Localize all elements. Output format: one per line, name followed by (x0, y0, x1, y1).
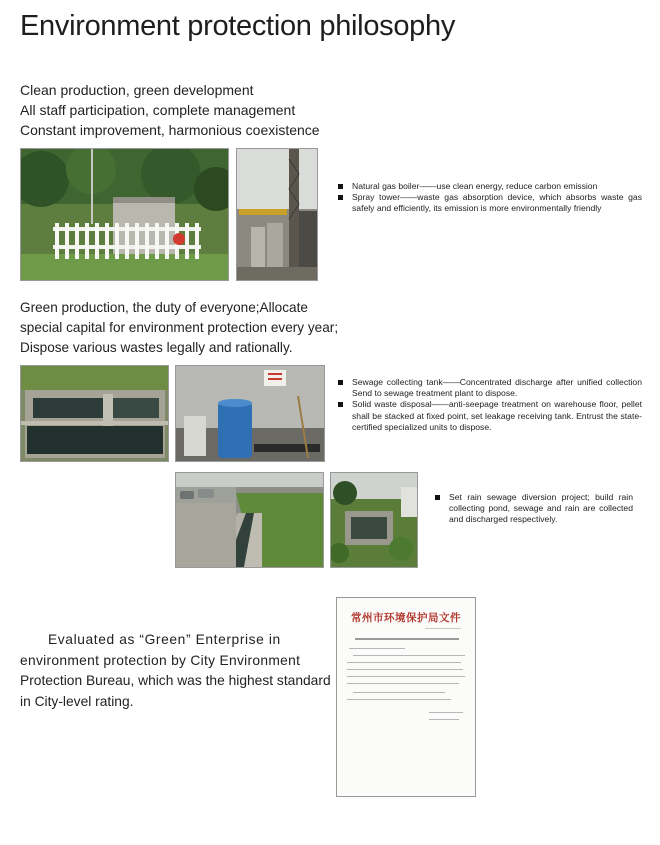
photo-rain-collecting-pond (330, 472, 418, 568)
bullet-item: Natural gas boiler——use clean energy, reduce carbon emission (338, 181, 642, 192)
certificate-text-line (425, 628, 461, 629)
certificate-text-line (347, 669, 463, 670)
green-production-text (20, 298, 339, 358)
evaluated-text (20, 630, 331, 712)
certificate-text-line (429, 719, 459, 720)
certificate-text-line (429, 712, 463, 713)
photo-solid-waste-warehouse (175, 365, 325, 462)
green-production-line: Green production, the duty of everyone;Allocate (20, 300, 308, 315)
photo-gas-boiler-station (20, 148, 229, 281)
section2-bullets (338, 377, 642, 433)
principle-line: Clean production, green development (20, 82, 254, 98)
bullet-item: Solid waste disposal——anti-seepage treatment on warehouse floor, pellet shall be stacked at fixed point, set leakage receiving tank. Entrust the state-certified specialized units to dispose. (338, 399, 642, 433)
photo-sewage-tank (20, 365, 169, 462)
principles (20, 80, 320, 140)
certificate-text-line (353, 692, 445, 693)
photo-spray-tower (236, 148, 318, 281)
certificate-text-line (353, 655, 465, 656)
green-production-line: Dispose various wastes legally and rationally. (20, 340, 293, 355)
evaluated-line: Evaluated as “Green” Enterprise in (48, 632, 281, 647)
photo-rain-sewage-channel (175, 472, 324, 568)
section3-bullets (435, 492, 633, 526)
bullet-item: Sewage collecting tank——Concentrated discharge after unified collection Send to sewage treatment plant to dispose. (338, 377, 642, 399)
principle-line: All staff participation, complete management (20, 102, 296, 118)
certificate-text-line (349, 648, 405, 649)
page-title: Environment protection philosophy (20, 10, 456, 42)
bullet-item: Set rain sewage diversion project; build rain collecting pond, sewage and rain are collected and discharged respectively. (435, 492, 633, 526)
green-production-line: special capital for environment protection every year; (20, 320, 339, 335)
evaluated-line: Protection Bureau, which was the highest standard (20, 673, 331, 688)
certificate-document (336, 597, 476, 797)
bullet-item: Spray tower——waste gas absorption device, which absorbs waste gas safely and efficiently, its emission is more environmentally friendly (338, 192, 642, 214)
certificate-text-line (347, 662, 461, 663)
evaluated-line: in City-level rating. (20, 693, 134, 709)
certificate-title: 常州市环境保护局文件 (351, 612, 461, 624)
certificate-text-line (347, 683, 459, 684)
evaluated-line: environment protection by City Environment (20, 652, 301, 668)
certificate-text-line (347, 676, 465, 677)
principle-line: Constant improvement, harmonious coexistence (20, 122, 320, 138)
certificate-text-line (355, 638, 459, 640)
certificate-text-line (347, 699, 451, 700)
section1-bullets (338, 181, 642, 215)
